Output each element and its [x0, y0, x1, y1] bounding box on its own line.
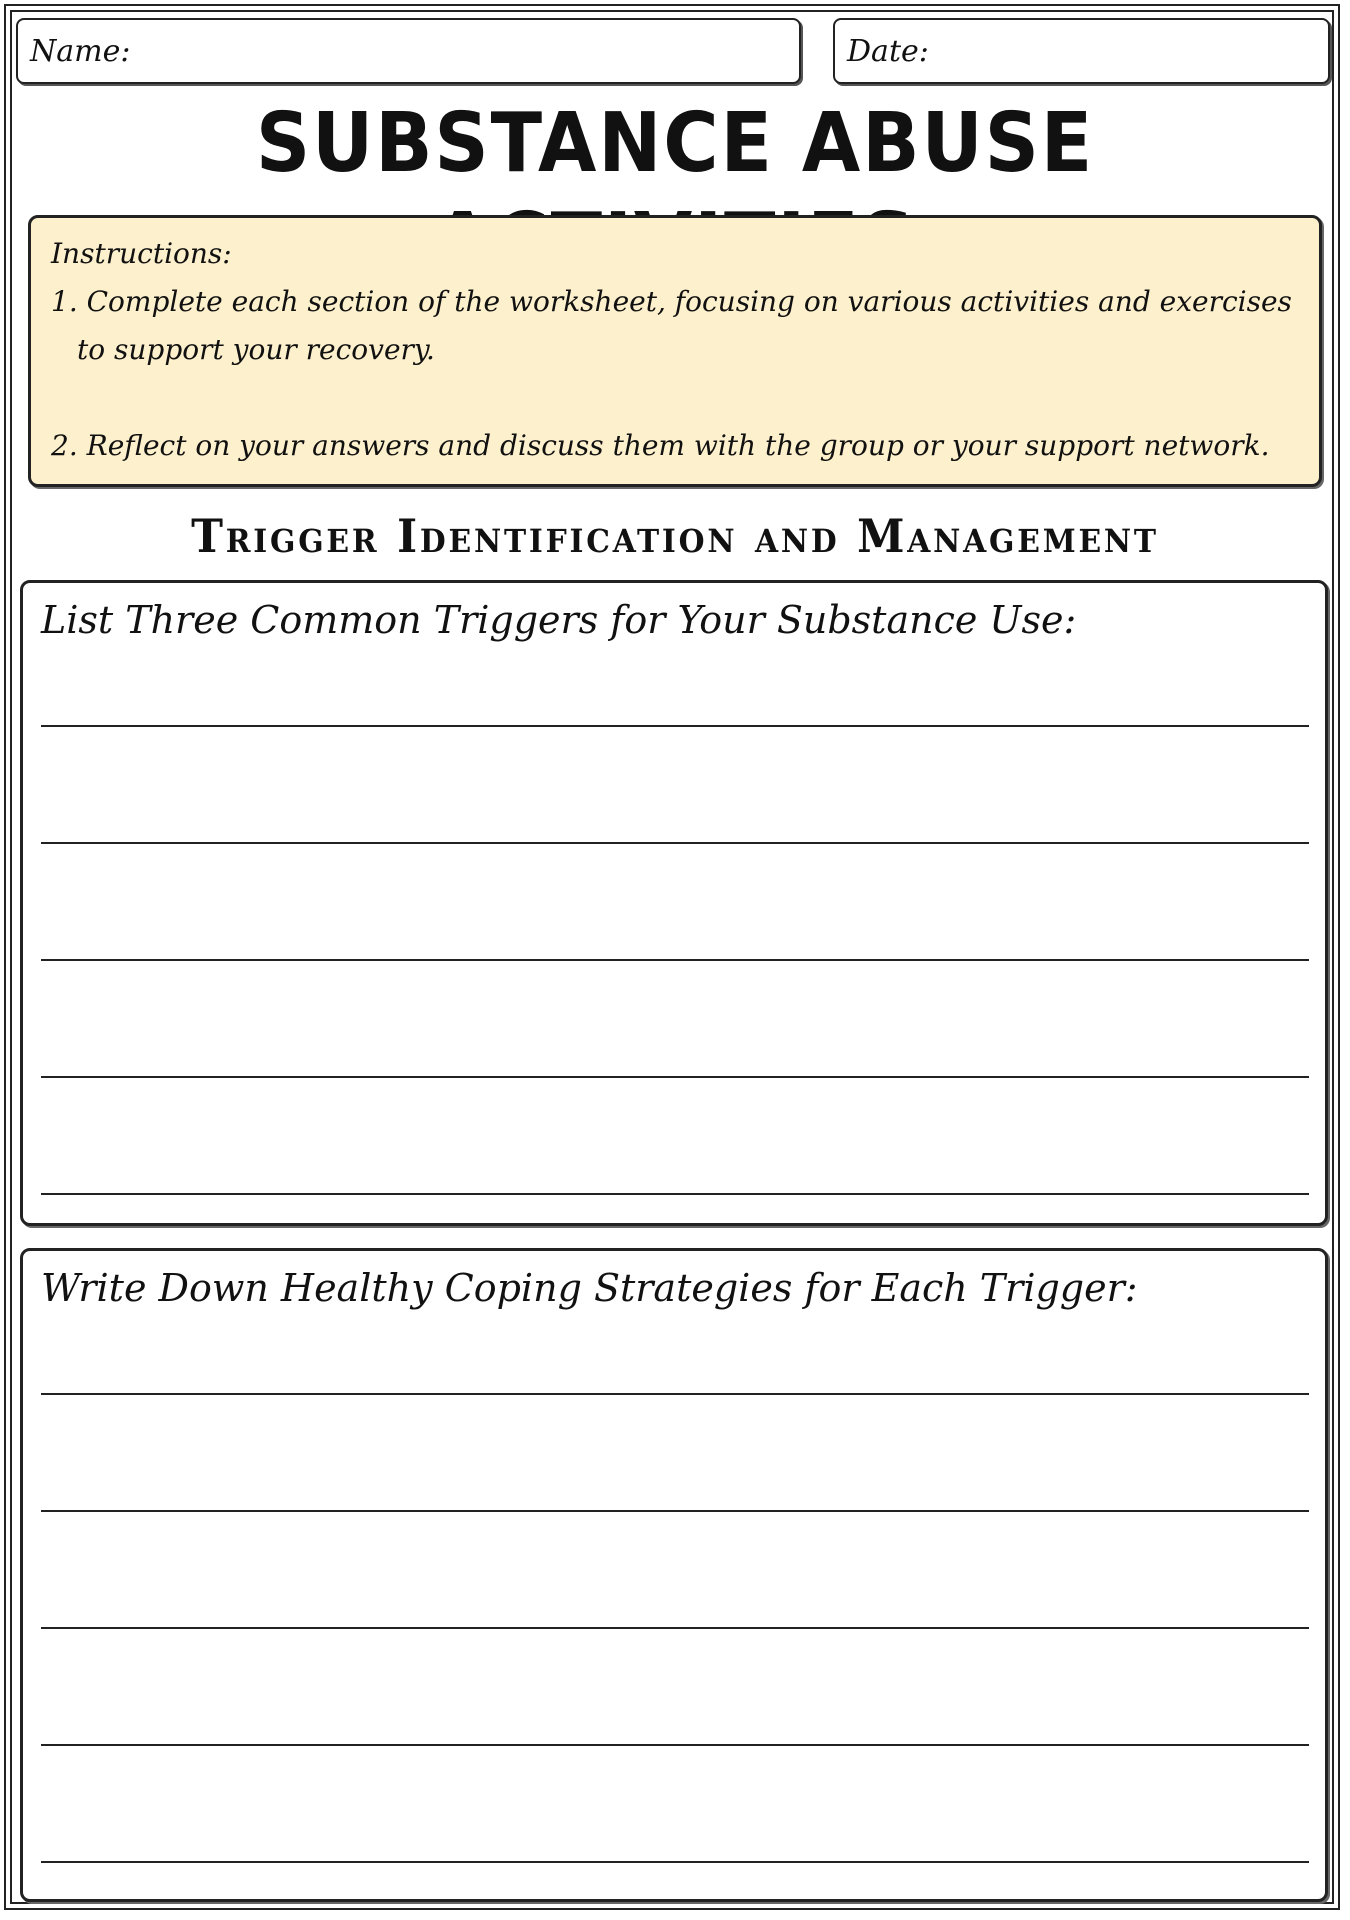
date-field[interactable] — [833, 18, 1330, 84]
name-field[interactable] — [16, 18, 801, 84]
instructions-spacer — [51, 374, 1299, 422]
answer-line[interactable] — [41, 842, 1309, 844]
section-title: Trigger Identification and Management — [191, 509, 1159, 563]
coping-strategies-box — [20, 1248, 1328, 1902]
instruction-item-1: 1. Complete each section of the worksheet, focusing on various activities and exercises — [51, 285, 1292, 318]
answer-line[interactable] — [41, 1193, 1309, 1195]
instruction-item-1-continued: to support your recovery. — [77, 333, 435, 366]
instructions-heading: Instructions: — [51, 237, 232, 270]
answer-line[interactable] — [41, 1076, 1309, 1078]
answer-line[interactable] — [41, 725, 1309, 727]
date-label: Date: — [847, 34, 929, 69]
answer-line[interactable] — [41, 1627, 1309, 1629]
answer-line[interactable] — [41, 1393, 1309, 1395]
answer-line[interactable] — [41, 959, 1309, 961]
instructions-box — [28, 215, 1322, 487]
answer-line[interactable] — [41, 1744, 1309, 1746]
name-label: Name: — [30, 34, 131, 69]
coping-strategies-prompt: Write Down Healthy Coping Strategies for Each Trigger: — [41, 1266, 1138, 1310]
triggers-prompt: List Three Common Triggers for Your Substance Use: — [41, 598, 1077, 642]
answer-line[interactable] — [41, 1861, 1309, 1863]
answer-line[interactable] — [41, 1510, 1309, 1512]
triggers-box — [20, 580, 1328, 1226]
worksheet-title: SUBSTANCE ABUSE — [255, 96, 1095, 191]
instruction-item-2: 2. Reflect on your answers and discuss them with the group or your support network. — [51, 429, 1270, 462]
